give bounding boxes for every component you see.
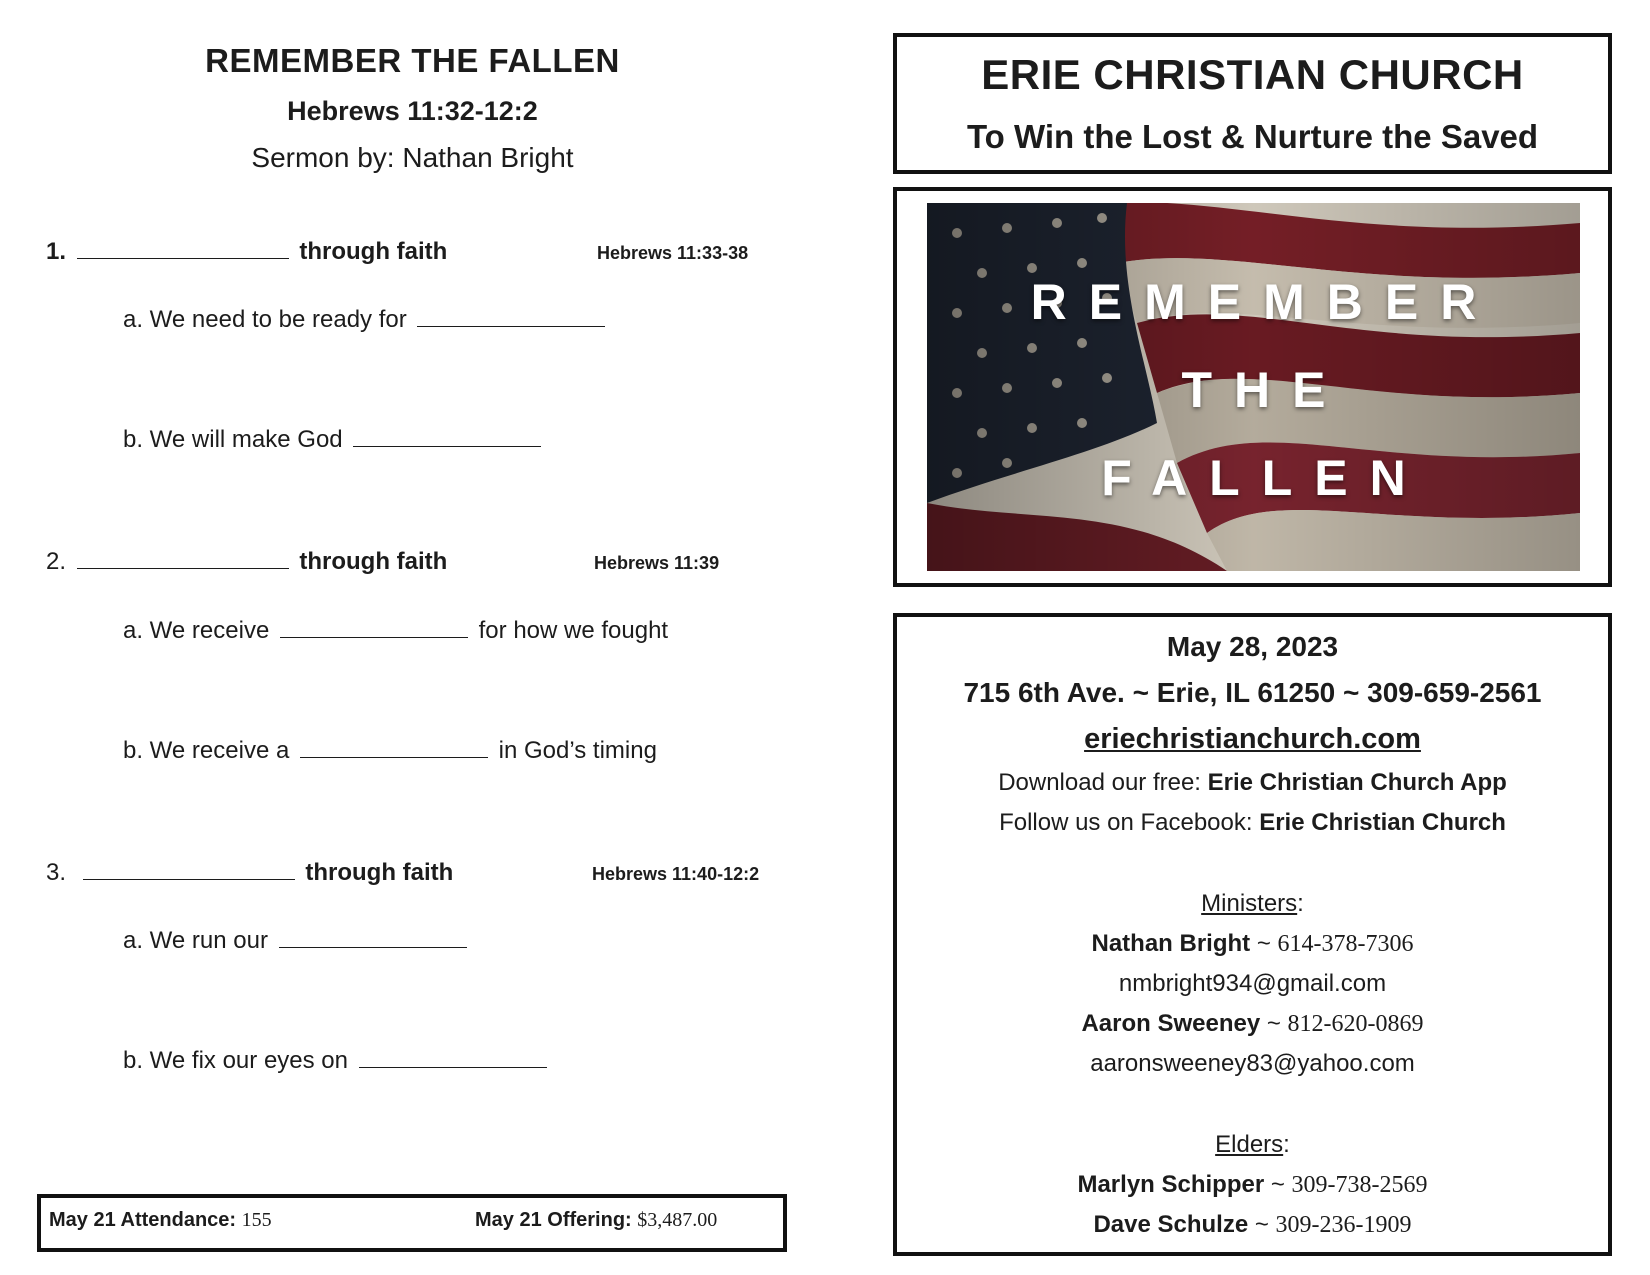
fill-blank[interactable] <box>417 326 605 327</box>
subpoint <box>123 737 657 765</box>
subpoint-prefix: a. We receive <box>123 617 270 644</box>
fill-blank[interactable] <box>280 637 468 638</box>
contact-name: Marlyn Schipper <box>1077 1171 1265 1198</box>
fill-blank[interactable] <box>353 446 541 447</box>
fill-blank[interactable] <box>77 568 289 569</box>
sermon-title: REMEMBER THE FALLEN <box>205 42 620 79</box>
contact-email: aaronsweeney83@yahoo.com <box>1090 1050 1415 1077</box>
subpoint-suffix: in God’s timing <box>498 737 657 764</box>
contact-email: nmbright934@gmail.com <box>1118 970 1387 997</box>
flag-banner-image <box>927 203 1580 571</box>
point-number: 3. <box>46 859 67 886</box>
subpoint-prefix: b. We receive a <box>123 737 290 764</box>
subpoint <box>123 1047 551 1075</box>
point-number: 1. <box>46 238 67 265</box>
facebook-prefix: Follow us on Facebook: <box>999 809 1253 836</box>
sermon-scripture: Hebrews 11:32-12:2 <box>287 96 538 126</box>
subpoint <box>123 927 471 955</box>
fill-blank[interactable] <box>279 947 467 948</box>
contact-name: Dave Schulze <box>1093 1211 1249 1238</box>
offering-stat <box>475 1209 717 1232</box>
offering-value: $3,487.00 <box>637 1209 718 1231</box>
elders-heading: Elders: <box>1215 1131 1290 1158</box>
app-download-line <box>897 769 1608 797</box>
point-text: through faith <box>299 548 448 575</box>
church-address: 715 6th Ave. ~ Erie, IL 61250 ~ 309-659-2561 <box>963 677 1542 708</box>
contact-phone: 812-620-0869 <box>1287 1011 1424 1037</box>
elder-contact: Marlyn Schipper ~ 309-738-2569 <box>1077 1171 1428 1198</box>
point-reference: Hebrews 11:39 <box>594 553 720 573</box>
sermon-speaker: Sermon by: Nathan Bright <box>251 142 574 173</box>
subpoint-prefix: b. We will make God <box>123 426 343 453</box>
subpoint <box>123 306 609 334</box>
point-1 <box>46 238 447 266</box>
banner-line-2: THE <box>1181 362 1348 418</box>
point-3 <box>46 859 453 887</box>
facebook-name: Erie Christian Church <box>1259 809 1506 836</box>
subpoint-suffix: for how we fought <box>478 617 669 644</box>
banner-box <box>893 187 1612 587</box>
fill-blank[interactable] <box>77 258 289 259</box>
subpoint <box>123 426 545 454</box>
ministers-heading: Ministers: <box>1201 890 1304 917</box>
church-name: ERIE CHRISTIAN CHURCH <box>981 51 1524 98</box>
point-number: 2. <box>46 548 67 575</box>
attendance-stat <box>49 1209 272 1232</box>
point-reference: Hebrews 11:40-12:2 <box>592 864 760 884</box>
fill-blank[interactable] <box>83 879 295 880</box>
attendance-label: May 21 Attendance: <box>49 1209 237 1231</box>
minister-contact: Aaron Sweeney ~ 812-620-0869 <box>1081 1010 1424 1037</box>
contact-phone: 309-236-1909 <box>1275 1212 1412 1238</box>
minister-contact: Nathan Bright ~ 614-378-7306 <box>1091 930 1414 957</box>
subpoint <box>123 617 668 645</box>
attendance-value: 155 <box>241 1209 272 1231</box>
offering-label: May 21 Offering: <box>475 1209 632 1231</box>
church-header-box <box>893 33 1612 174</box>
app-prefix: Download our free: <box>998 769 1201 796</box>
banner-line-1: REMEMBER <box>1030 274 1499 330</box>
contact-name: Aaron Sweeney <box>1081 1010 1261 1037</box>
weekly-stats-box <box>37 1194 787 1252</box>
contact-phone: 614-378-7306 <box>1277 931 1414 957</box>
church-info-box <box>893 613 1612 1256</box>
subpoint-prefix: b. We fix our eyes on <box>123 1047 348 1074</box>
contact-phone: 309-738-2569 <box>1291 1172 1428 1198</box>
fill-blank[interactable] <box>359 1067 547 1068</box>
facebook-line <box>897 809 1608 837</box>
subpoint-prefix: a. We run our <box>123 927 268 954</box>
contact-name: Nathan Bright <box>1091 930 1251 957</box>
fill-blank[interactable] <box>300 757 488 758</box>
elder-contact: Dave Schulze ~ 309-236-1909 <box>1093 1211 1412 1238</box>
point-text: through faith <box>305 859 454 886</box>
subpoint-prefix: a. We need to be ready for <box>123 306 407 333</box>
banner-line-3: FALLEN <box>1101 450 1428 506</box>
church-website-link[interactable]: eriechristianchurch.com <box>1084 723 1421 755</box>
service-date: May 28, 2023 <box>1166 631 1339 662</box>
app-name: Erie Christian Church App <box>1207 769 1507 796</box>
point-text: through faith <box>299 238 448 265</box>
point-reference: Hebrews 11:33-38 <box>597 243 749 263</box>
church-mission: To Win the Lost & Nurture the Saved <box>966 118 1539 155</box>
point-2 <box>46 548 447 576</box>
